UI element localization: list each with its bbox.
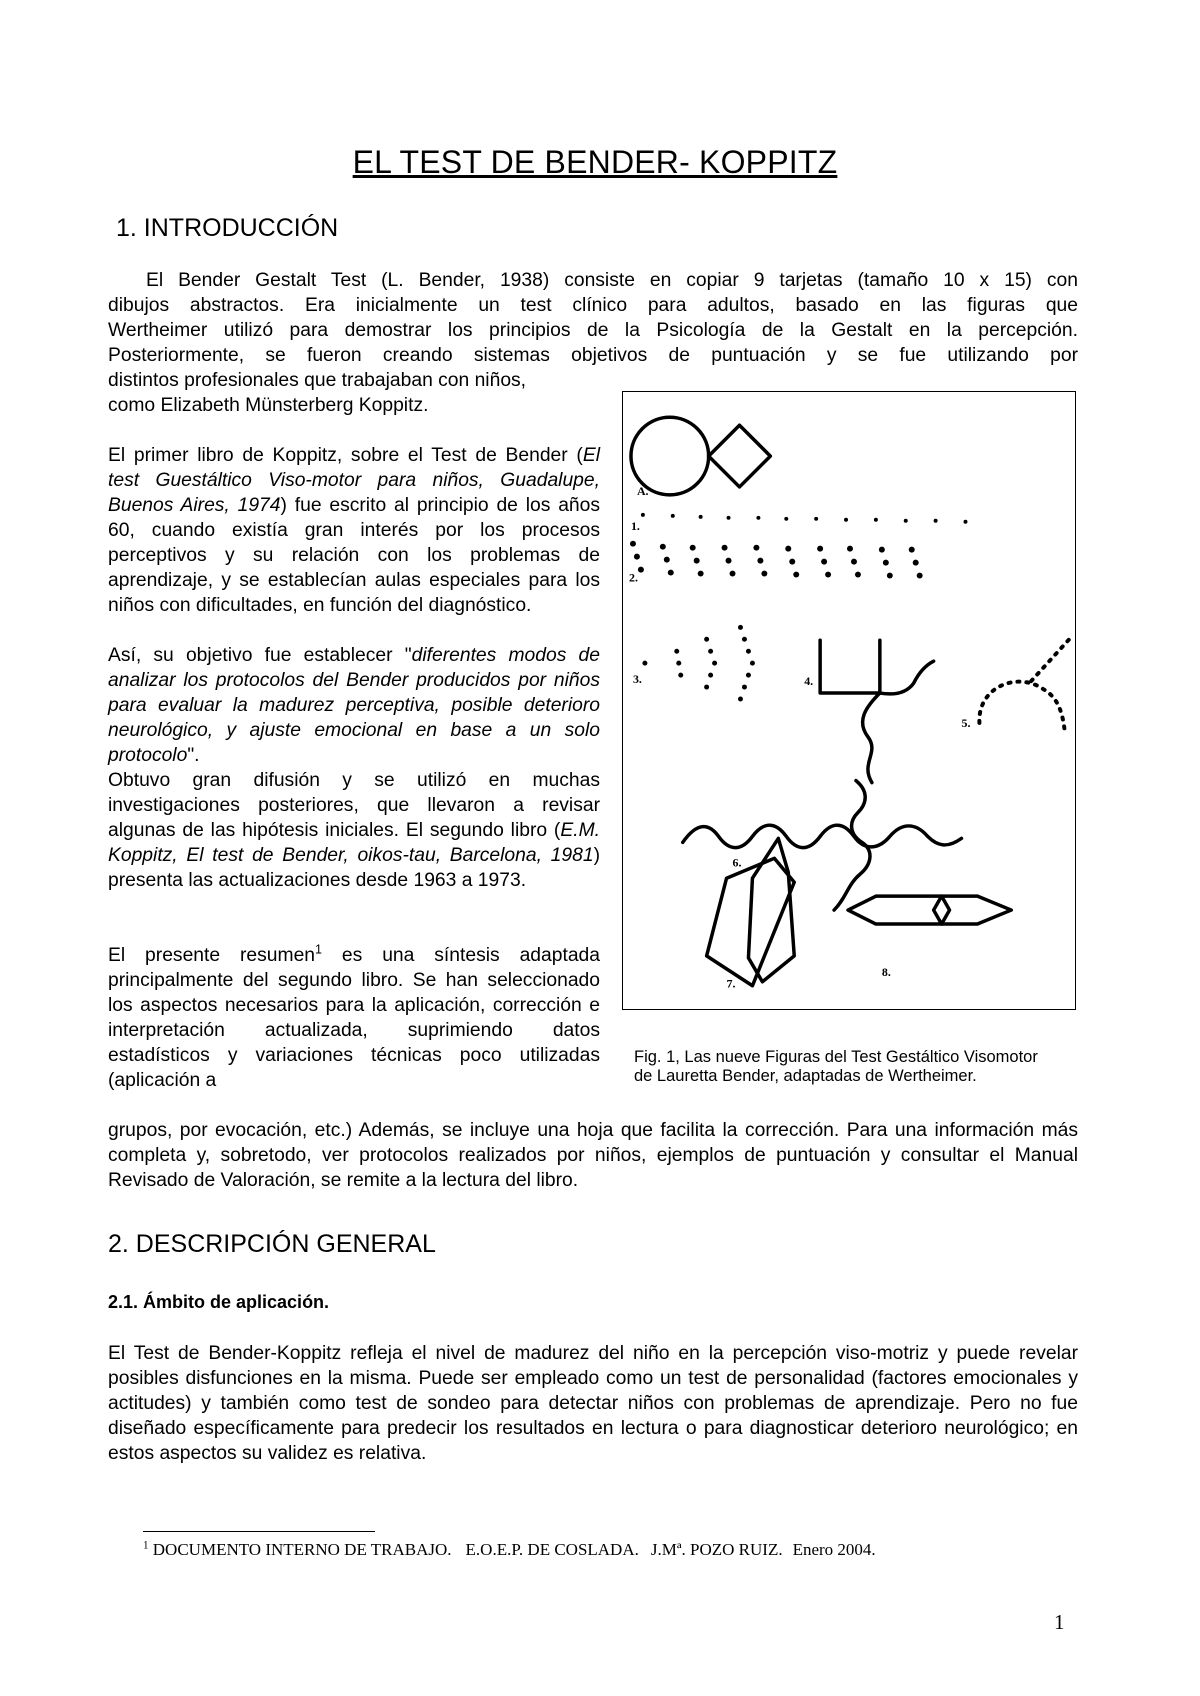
figure-label-7: 7. xyxy=(726,976,736,991)
p4-text-a: Obtuvo gran difusión y se utilizó en muchas investigaciones posteriores, que llevaron a revisar algunas de las hipótesis iniciales. El segundo libro ( xyxy=(108,770,600,841)
footnote-separator xyxy=(143,1531,375,1532)
intro-line: Wertheimer utilizó para demostrar los principios de la Psicología de la Gestalt en la percepción. xyxy=(108,320,1078,341)
figure-4-curve xyxy=(863,661,934,782)
footnote-text-b: E.O.E.P. DE COSLADA. xyxy=(465,1540,639,1559)
figure-label-a: A. xyxy=(636,483,649,498)
figure-5-stroke xyxy=(1031,637,1071,681)
footnote-mark: 1 xyxy=(143,1539,149,1552)
intro-line: El Bender Gestalt Test (L. Bender, 1938) consiste en copiar 9 tarjetas (tamaño 10 x 15) con xyxy=(146,270,1078,291)
intro-paragraph-5 xyxy=(108,943,600,1093)
p2-text-b: ) fue escrito al principio de los años 60, cuando existía gran interés por los procesos perceptivos y su relación con los problemas de aprendizaje, y se establecían aulas especiales para los niños con dificultades, en función del diagnóstico. xyxy=(108,495,601,616)
figure-4-open-square xyxy=(820,640,880,693)
figure-label-1: 1. xyxy=(630,518,640,533)
section-2-heading: 2. DESCRIPCIÓN GENERAL xyxy=(108,1230,436,1258)
intro-line: Posteriormente, se fueron creando sistemas objetivos de puntuación y se fue utilizando por xyxy=(108,345,1078,366)
p3-quote: diferentes modos de analizar los protocolos del Bender producidos por niños para evaluar la madurez perceptiva, posible deterioro neurológico, y ajuste emocional en base a un solo protocolo xyxy=(108,645,600,766)
figure-8-hexagon xyxy=(848,896,1011,924)
section-2-1-heading: 2.1. Ámbito de aplicación. xyxy=(108,1292,330,1312)
intro-paragraph-4 xyxy=(108,768,600,893)
intro-paragraph-1-cont xyxy=(108,368,600,418)
section-2-1-paragraph: El Test de Bender-Koppitz refleja el nivel de madurez del niño en la percepción viso-motriz y puede revelar posibles disfunciones en la misma. Puede ser empleado como un test de personalidad (factores emocionales y actitudes) y también como test de sondeo para detectar niños con problemas de aprendizaje. Pero no fue diseñado específicamente para predecir los resultados en lectura o para diagnosticar deterioro neurológico; en estos aspectos su validez es relativa. xyxy=(108,1343,1078,1464)
intro-paragraph-1 xyxy=(108,268,1078,368)
figure-label-5: 5. xyxy=(961,715,971,730)
figure-5-arc xyxy=(979,682,1065,735)
figure-label-6: 6. xyxy=(732,855,742,870)
footnote-text-d: Enero 2004. xyxy=(792,1540,876,1559)
footnote-ref: 1 xyxy=(315,942,323,957)
figure-a-diamond xyxy=(709,425,771,487)
figure-label-4: 4. xyxy=(804,674,814,689)
figure-8-diamond xyxy=(934,896,950,924)
p5-text-b: es una síntesis adaptada principalmente del segundo libro. Se han seleccionado los aspectos necesarios para la aplicación, corrección e interpretación actualizada, suprimiendo datos estadísticos y variaciones técnicas poco utilizadas (aplicación a xyxy=(108,945,600,1091)
figure-label-3: 3. xyxy=(632,672,642,687)
p2-text-a: El primer libro de Koppitz, sobre el Test de Bender ( xyxy=(108,445,583,466)
p4-book-ref: E.M. Koppitz, El test de Bender, oikos-tau, Barcelona, 1981 xyxy=(108,820,600,866)
bender-figures-drawing xyxy=(623,392,1075,1009)
figure-label-8: 8. xyxy=(881,964,891,979)
intro-line: como Elizabeth Münsterberg Koppitz. xyxy=(108,395,429,416)
p3-text-b: ". xyxy=(187,745,200,766)
figure-caption: Fig. 1, Las nueve Figuras del Test Gestáltico Visomotor de Lauretta Bender, adaptadas de Wertheimer. xyxy=(634,1048,1038,1085)
document-title: EL TEST DE BENDER- KOPPITZ xyxy=(352,144,838,180)
footnote-text-c: J.Mª. POZO RUIZ. xyxy=(650,1540,783,1559)
page-number: 1 xyxy=(1054,1610,1065,1634)
bender-figures-image xyxy=(622,391,1076,1010)
figure-dots xyxy=(630,513,968,702)
p2-book-ref: El test Guestáltico Viso-motor para niños, Guadalupe, Buenos Aires, 1974 xyxy=(108,445,600,516)
footnote xyxy=(143,1540,876,1560)
p3-text-a: Así, su objetivo fue establecer " xyxy=(108,645,412,666)
p4-text-b: ) presenta las actualizaciones desde 1963 a 1973. xyxy=(108,845,600,891)
p5-text-a: El presente resumen xyxy=(108,945,316,966)
intro-heading: 1. INTRODUCCIÓN xyxy=(116,214,339,242)
intro-paragraph-5-cont: grupos, por evocación, etc.) Además, se incluye una hoja que facilita la corrección. Para una información más completa y, sobretodo, ver protocolos realizados por niños, ejemplos de puntuación y consultar el Manual Revisado de Valoración, se remite a la lectura del libro. xyxy=(108,1120,1078,1191)
intro-paragraph-3 xyxy=(108,643,600,768)
figure-6-horizontal-wave xyxy=(683,825,962,847)
intro-line: distintos profesionales que trabajaban con niños, xyxy=(108,370,527,391)
intro-line: dibujos abstractos. Era inicialmente un test clínico para adultos, basado en las figuras que xyxy=(108,295,1078,316)
intro-paragraph-2 xyxy=(108,443,600,618)
figure-6-vertical-wave xyxy=(834,781,870,910)
footnote-text-a: DOCUMENTO INTERNO DE TRABAJO. xyxy=(148,1540,452,1559)
figure-label-2: 2. xyxy=(628,570,638,585)
